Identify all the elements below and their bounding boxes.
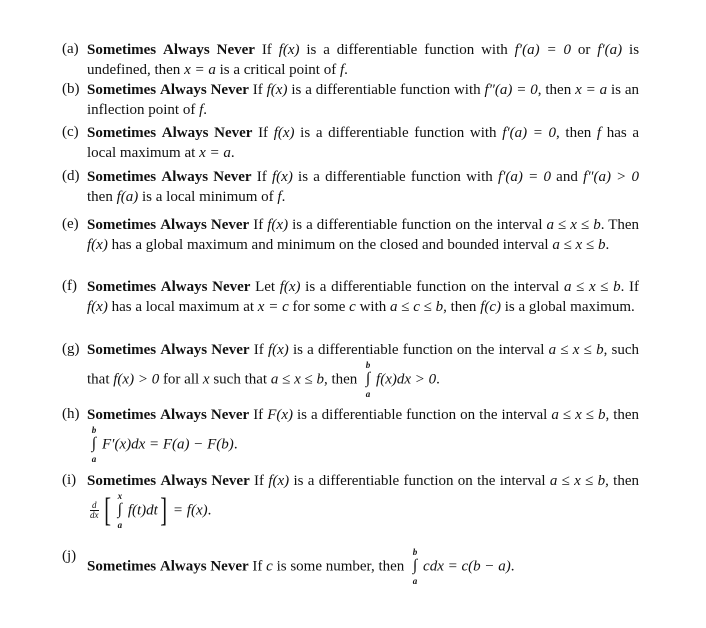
- integral-sign-icon: ∫: [91, 434, 97, 452]
- option-always[interactable]: Always: [160, 473, 208, 489]
- option-sometimes[interactable]: Sometimes: [87, 342, 157, 358]
- question-body: [87, 341, 639, 399]
- statement-text: If: [253, 217, 268, 233]
- statement-text: If: [253, 342, 268, 358]
- integral-upper-limit: b: [412, 547, 418, 557]
- option-always[interactable]: Always: [160, 407, 207, 423]
- statement-text: is a local minimum of: [138, 188, 278, 205]
- question-item: [62, 168, 639, 207]
- statement-text: Let: [255, 279, 280, 295]
- statement-text: is a differentiable function with: [287, 82, 485, 98]
- option-never[interactable]: Never: [213, 169, 252, 185]
- question-label: (g): [62, 341, 80, 357]
- math-expression: f(x)dx > 0: [376, 370, 437, 387]
- statement-text: If: [261, 42, 279, 58]
- option-never[interactable]: Never: [210, 407, 250, 423]
- statement-text: If: [256, 169, 273, 185]
- math-expression: f′(a): [597, 42, 623, 58]
- math-expression: f(x): [266, 82, 288, 98]
- option-always[interactable]: Always: [160, 217, 207, 233]
- statement-text: for all: [159, 370, 203, 387]
- question-label: (b): [62, 81, 80, 97]
- integral-upper-limit: b: [365, 359, 371, 370]
- fraction-denominator: dx: [90, 510, 99, 520]
- integral: [363, 361, 373, 399]
- question-label: (h): [62, 406, 80, 422]
- integral-sign-icon: ∫: [117, 500, 123, 518]
- option-always[interactable]: Always: [160, 82, 207, 98]
- question-body: [87, 406, 639, 464]
- statement-text: .: [233, 435, 238, 452]
- math-expression: f(x): [273, 125, 295, 141]
- math-expression: f″(a) = 0: [484, 82, 538, 98]
- statement-text: .: [230, 144, 235, 161]
- math-expression: f(a): [116, 188, 139, 205]
- statement-text: , then: [605, 473, 640, 489]
- math-expression: f″(a) > 0: [583, 169, 640, 185]
- question-body: [87, 124, 639, 163]
- statement-text: If: [258, 125, 274, 141]
- option-always[interactable]: Always: [160, 279, 208, 295]
- math-expression: a ≤ x ≤ b: [563, 279, 621, 295]
- fraction-numerator: d: [92, 500, 97, 510]
- integral: [89, 426, 99, 464]
- statement-text: has a local maximum at: [107, 298, 258, 315]
- integral-lower-limit: a: [91, 453, 97, 464]
- option-sometimes[interactable]: Sometimes: [87, 125, 157, 141]
- question-body: [87, 216, 639, 255]
- statement-text: is a differentiable function on the interval: [288, 217, 547, 233]
- question-label: (e): [62, 216, 79, 232]
- math-expression: f(x): [87, 298, 108, 315]
- statement-text: is undefined, then: [87, 42, 640, 78]
- math-expression: f(x): [268, 473, 290, 489]
- statement-text: .: [605, 236, 610, 253]
- bracket: [: [103, 491, 111, 529]
- option-sometimes[interactable]: Sometimes: [87, 558, 157, 575]
- bracket: ]: [160, 491, 167, 529]
- option-sometimes[interactable]: Sometimes: [87, 217, 157, 233]
- math-expression: x = c: [257, 298, 289, 315]
- statement-text: such that: [209, 370, 271, 387]
- math-expression: f(x) > 0: [113, 370, 160, 387]
- question-item: [62, 472, 639, 530]
- statement-text: with: [355, 298, 390, 315]
- statement-text: is a differentiable function with: [294, 125, 503, 141]
- option-always[interactable]: Always: [163, 42, 210, 58]
- math-expression: cdx = c(b − a): [423, 558, 511, 575]
- math-expression: f(x): [267, 342, 289, 358]
- math-expression: f(c): [480, 298, 502, 315]
- math-expression: f(x): [87, 236, 108, 253]
- option-never[interactable]: Never: [216, 42, 255, 58]
- statement-text: is an inflection point of: [87, 82, 640, 118]
- statement-text: is a differentiable function on the interval: [300, 279, 564, 295]
- math-expression: a ≤ x ≤ b: [552, 236, 606, 253]
- option-never[interactable]: Never: [211, 473, 250, 489]
- option-never[interactable]: Never: [210, 558, 249, 575]
- option-never[interactable]: Never: [214, 125, 253, 141]
- statement-text: is a differentiable function on the interval: [288, 342, 549, 358]
- option-sometimes[interactable]: Sometimes: [87, 82, 157, 98]
- statement-text: , then: [443, 298, 481, 315]
- option-never[interactable]: Never: [210, 82, 249, 98]
- math-expression: a ≤ x ≤ b: [546, 217, 601, 233]
- statement-text: is a differentiable function on the interval: [293, 407, 552, 423]
- statement-text: for some: [288, 298, 350, 315]
- option-always[interactable]: Always: [161, 125, 209, 141]
- option-sometimes[interactable]: Sometimes: [87, 42, 157, 58]
- statement-text: , then: [556, 125, 597, 141]
- math-expression: = f(x): [169, 501, 208, 518]
- derivative-operator: [90, 501, 99, 520]
- question-body: [87, 81, 639, 120]
- option-always[interactable]: Always: [160, 342, 208, 358]
- question-label: (f): [62, 278, 77, 294]
- statement-text: or: [570, 42, 598, 58]
- statement-text: .: [436, 370, 440, 387]
- question-item: [62, 216, 639, 255]
- integral-sign-icon: ∫: [365, 369, 371, 387]
- statement-text: .: [203, 101, 207, 118]
- question-label: (i): [62, 472, 77, 488]
- statement-text: . Then: [600, 217, 640, 233]
- math-expression: a ≤ x ≤ b: [551, 407, 606, 423]
- math-expression: f(t)dt: [127, 501, 158, 518]
- statement-text: If: [254, 473, 269, 489]
- statement-text: .: [510, 558, 515, 575]
- integral-sign-icon: ∫: [412, 557, 418, 574]
- question-item: [62, 548, 639, 586]
- option-always[interactable]: Always: [161, 169, 209, 185]
- math-expression: x = a: [184, 61, 216, 78]
- statement-text: has a global maximum and minimum on the closed and bounded interval: [107, 236, 553, 253]
- question-label: (a): [62, 41, 79, 57]
- statement-text: is a global maximum.: [501, 298, 635, 315]
- question-item: [62, 41, 639, 80]
- math-expression: c: [266, 558, 273, 575]
- question-item: [62, 406, 639, 464]
- math-expression: x: [202, 370, 210, 387]
- math-expression: f(x): [279, 279, 301, 295]
- math-expression: f: [277, 188, 282, 205]
- integral-upper-limit: x: [117, 490, 123, 501]
- statement-text: has a local maximum at: [87, 125, 640, 161]
- math-expression: F(x): [267, 407, 293, 423]
- integral: [410, 548, 420, 586]
- question-body: [87, 168, 639, 207]
- statement-text: is a differentiable function with: [299, 42, 515, 58]
- statement-text: .: [281, 188, 286, 205]
- statement-text: is a differentiable function with: [292, 169, 498, 185]
- math-expression: f′(a) = 0: [514, 42, 571, 58]
- math-expression: c: [349, 298, 356, 315]
- math-expression: x = a: [199, 144, 231, 161]
- integral-lower-limit: a: [365, 388, 371, 399]
- option-sometimes[interactable]: Sometimes: [87, 169, 157, 185]
- option-never[interactable]: Never: [212, 279, 251, 295]
- option-sometimes[interactable]: Sometimes: [87, 407, 157, 423]
- statement-text: then: [87, 188, 117, 205]
- statement-text: If: [252, 558, 267, 575]
- statement-text: .: [344, 61, 348, 78]
- statement-text: If: [253, 407, 268, 423]
- math-expression: a ≤ x ≤ b: [549, 473, 606, 489]
- statement-text: , then: [537, 82, 576, 98]
- math-expression: f: [339, 61, 345, 78]
- math-expression: f: [596, 125, 602, 141]
- option-never[interactable]: Never: [211, 342, 250, 358]
- statement-text: .: [207, 501, 212, 518]
- question-body: [87, 278, 639, 317]
- question-body: [87, 41, 639, 80]
- math-expression: f′(a) = 0: [497, 169, 551, 185]
- math-expression: f(x): [278, 42, 300, 58]
- statement-text: , then: [323, 370, 362, 387]
- option-sometimes[interactable]: Sometimes: [87, 473, 157, 489]
- statement-text: is a critical point of: [215, 61, 340, 78]
- integral-lower-limit: a: [412, 576, 418, 586]
- question-label: (j): [62, 548, 77, 564]
- statement-text: , such that: [87, 342, 640, 387]
- statement-text: , then: [605, 407, 640, 423]
- math-expression: x = a: [575, 82, 608, 98]
- math-expression: f(x): [272, 169, 293, 185]
- question-item: [62, 124, 639, 163]
- option-sometimes[interactable]: Sometimes: [87, 279, 157, 295]
- integral: [115, 492, 125, 530]
- statement-text: is a differentiable function on the interval: [289, 473, 550, 489]
- statement-text: is some number, then: [272, 558, 409, 575]
- math-expression: a ≤ x ≤ b: [270, 370, 324, 387]
- math-expression: f′(a) = 0: [502, 125, 557, 141]
- integral-upper-limit: b: [91, 424, 97, 435]
- question-item: [62, 81, 639, 120]
- math-expression: F′(x)dx = F(a) − F(b): [102, 435, 234, 452]
- statement-text: and: [550, 169, 584, 185]
- question-item: [62, 278, 639, 317]
- option-always[interactable]: Always: [159, 558, 207, 575]
- question-body: [87, 472, 639, 530]
- math-expression: a ≤ c ≤ b: [389, 298, 444, 315]
- math-expression: f(x): [267, 217, 289, 233]
- question-label: (d): [62, 168, 80, 184]
- option-never[interactable]: Never: [210, 217, 250, 233]
- question-item: [62, 341, 639, 399]
- statement-text: If: [252, 82, 267, 98]
- math-expression: f: [199, 101, 204, 118]
- math-expression: a ≤ x ≤ b: [548, 342, 604, 358]
- integral-lower-limit: a: [117, 519, 123, 530]
- question-label: (c): [62, 124, 79, 140]
- question-body: [87, 548, 639, 586]
- statement-text: . If: [620, 279, 640, 295]
